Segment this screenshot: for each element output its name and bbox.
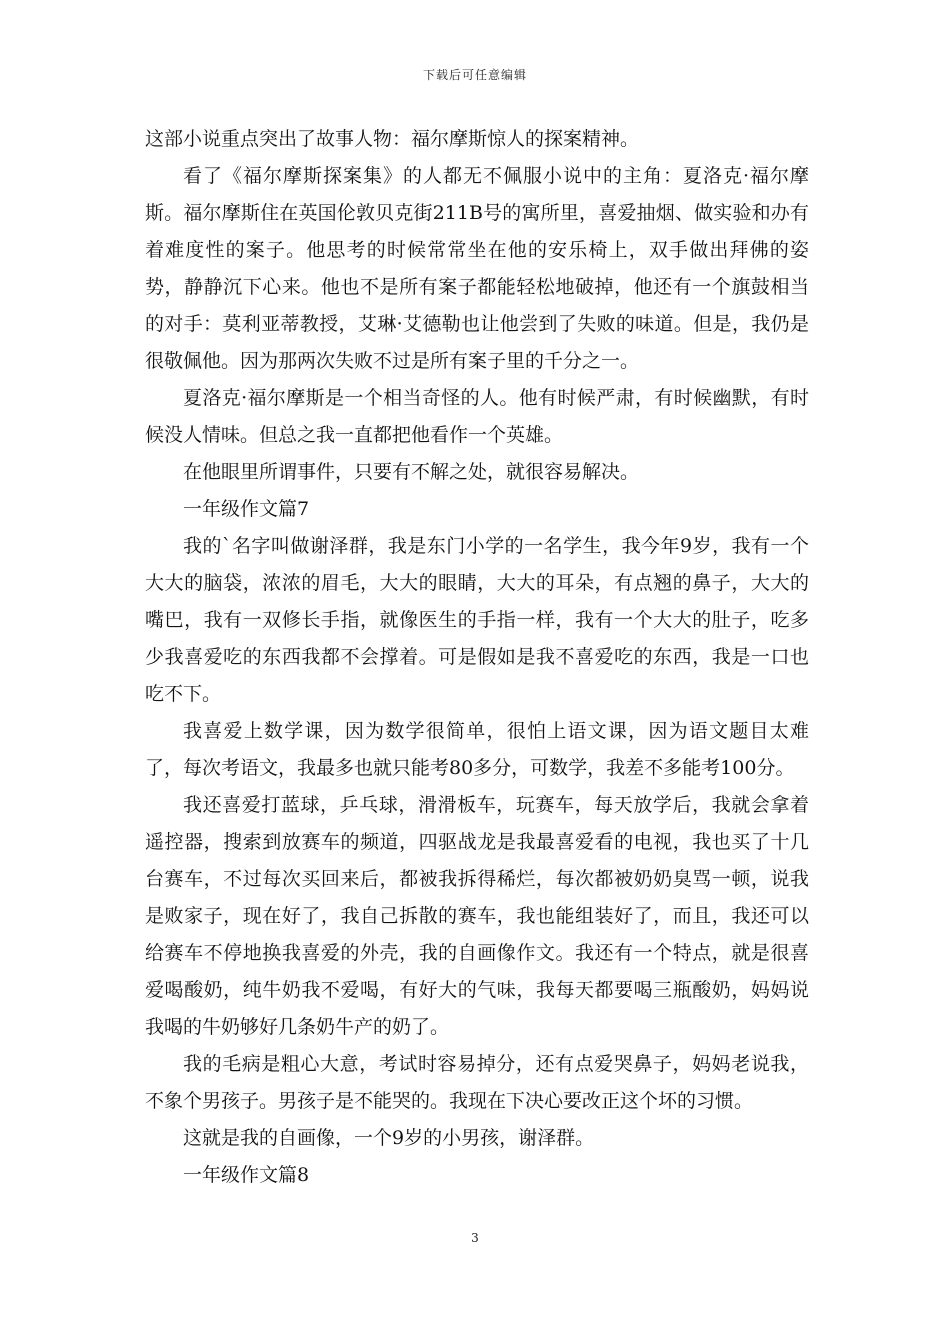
document-body [145, 121, 809, 1194]
paragraph-2: 看了《福尔摩斯探案集》的人都无不佩服小说中的主角：夏洛克·福尔摩斯。福尔摩斯住在英国伦敦贝克街211B号的寓所里，喜爱抽烟、做实验和办有着难度性的案子。他思考的时候常常坐在他的安乐椅上，双手做出拜佛的姿势，静静沉下心来。他也不是所有案子都能轻松地破掉，他还有一个旗鼓相当的对手：莫利亚蒂教授，艾琳·艾德勒也让他尝到了失败的味道。但是，我仍是很敬佩他。因为那两次失败不过是所有案子里的千分之一。 [145, 165, 809, 372]
page-number: 3 [471, 1231, 479, 1245]
section-heading-7: 一年级作文篇7 [183, 498, 310, 520]
paragraph-8: 我的毛病是粗心大意，考试时容易掉分，还有点爱哭鼻子，妈妈老说我，不象个男孩子。男孩子是不能哭的。我现在下决心要改正这个坏的习惯。 [145, 1053, 809, 1112]
paragraph-3: 夏洛克·福尔摩斯是一个相当奇怪的人。他有时候严肃，有时候幽默，有时候没人情味。但总之我一直都把他看作一个英雄。 [145, 387, 809, 446]
paragraph-6: 我喜爱上数学课，因为数学很简单，很怕上语文课，因为语文题目太难了，每次考语文，我最多也就只能考80多分，可数学，我差不多能考100分。 [145, 720, 809, 779]
page-header: 下载后可任意编辑 [422, 68, 527, 82]
paragraph-1: 这部小说重点突出了故事人物：福尔摩斯惊人的探案精神。 [145, 128, 640, 150]
paragraph-5: 我的`名字叫做谢泽群，我是东门小学的一名学生，我今年9岁，我有一个大大的脑袋，浓浓的眉毛，大大的眼睛，大大的耳朵，有点翘的鼻子，大大的嘴巴，我有一双修长手指，就像医生的手指一样，我有一个大大的肚子，吃多少我喜爱吃的东西我都不会撑着。可是假如是我不喜爱吃的东西，我是一口也吃不下。 [145, 535, 809, 705]
paragraph-4: 在他眼里所谓事件，只要有不解之处，就很容易解决。 [183, 461, 640, 483]
paragraph-7: 我还喜爱打蓝球，乒乓球，滑滑板车，玩赛车，每天放学后，我就会拿着遥控器，搜索到放赛车的频道，四驱战龙是我最喜爱看的电视，我也买了十几台赛车，不过每次买回来后，都被我拆得稀烂，每次都被奶奶臭骂一顿，说我是败家子，现在好了，我自己拆散的赛车，我也能组装好了，而且，我还可以给赛车不停地换我喜爱的外壳，我的自画像作文。我还有一个特点，就是很喜爱喝酸奶，纯牛奶我不爱喝，有好大的气味，我每天都要喝三瓶酸奶，妈妈说我喝的牛奶够好几条奶牛产的奶了。 [145, 794, 809, 1038]
section-heading-8: 一年级作文篇8 [183, 1164, 310, 1186]
paragraph-9: 这就是我的自画像，一个9岁的小男孩，谢泽群。 [183, 1127, 595, 1149]
